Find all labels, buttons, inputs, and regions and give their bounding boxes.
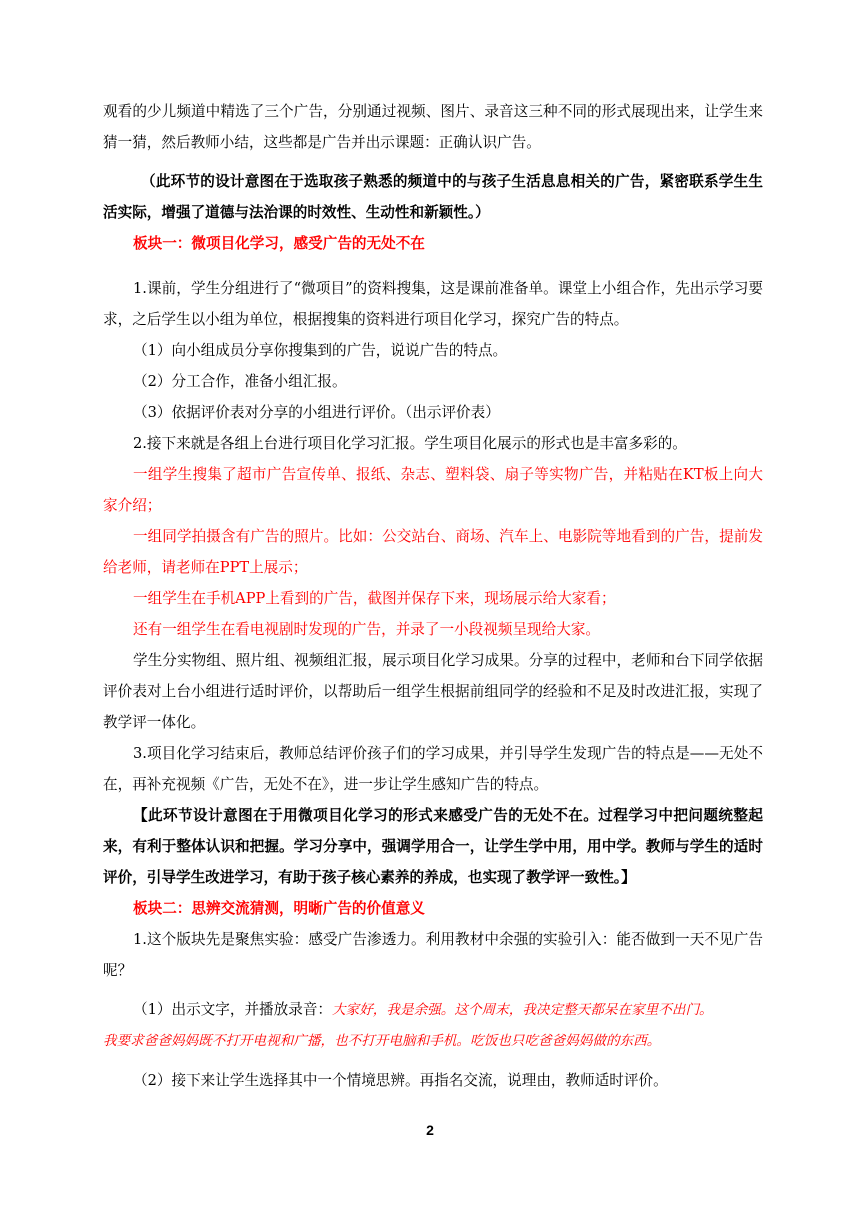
page-number: 2 <box>426 1122 434 1138</box>
section-heading-2: 板块二：思辨交流猜测，明晰广告的价值意义 <box>133 900 425 917</box>
group-report-app: 一组学生在手机APP上看到的广告，截图并保存下来，现场展示给大家看； <box>133 590 616 607</box>
paragraph-step-1: 1.课前，学生分组进行了“微项目”的资料搜集，这是课前准备单。课堂上小组合作，先出示学习要求，之后学生以小组为单位，根据搜集的资料进行项目化学习，探究广告的特点。 <box>103 280 763 328</box>
recording-quote: 大家好，我是余强。这个周末，我决定整天都呆在家里不出门。 <box>332 1002 713 1018</box>
paragraph-step-1-sub3: （3）依据评价表对分享的小组进行评价。（出示评价表） <box>133 404 500 421</box>
paragraph-step-3: 3.项目化学习结束后，教师总结评价孩子们的学习成果，并引导学生发现广告的特点是——无处不在，再补充视频《广告，无处不在》，进一步让学生感知广告的特点。 <box>103 745 763 793</box>
recording-quote-continued: 我要求爸爸妈妈既不打开电视和广播，也不打开电脑和手机。吃饭也只吃爸爸妈妈做的东西。 <box>103 1033 661 1049</box>
paragraph-intro: 观看的少儿频道中精选了三个广告，分别通过视频、图片、录音这三种不同的形式展现出来，让学生来猜一猜，然后教师小结，这些都是广告并出示课题：正确认识广告。 <box>103 103 763 151</box>
paragraph-step-2: 2.接下来就是各组上台进行项目化学习汇报。学生项目化展示的形式也是丰富多彩的。 <box>133 435 687 452</box>
paragraph-recording <box>103 994 763 1026</box>
paragraph-discussion: （2）接下来让学生选择其中一个情境思辨。再指名交流，说理由，教师适时评价。 <box>133 1072 668 1089</box>
paragraph-report-summary: 学生分实物组、照片组、视频组汇报，展示项目化学习成果。分享的过程中，老师和台下同学依据评价表对上台小组进行适时评价，以帮助后一组学生根据前组同学的经验和不足及时改进汇报，实现了教学评一体化。 <box>103 652 763 731</box>
group-report-physical: 一组学生搜集了超市广告宣传单、报纸、杂志、塑料袋、扇子等实物广告，并粘贴在KT板上向大家介绍； <box>103 466 763 514</box>
paragraph-step-1-sub1: （1）向小组成员分享你搜集到的广告，说说广告的特点。 <box>133 342 508 359</box>
paragraph-experiment: 1.这个版块先是聚焦实验：感受广告渗透力。利用教材中余强的实验引入：能否做到一天不见广告呢？ <box>103 931 763 979</box>
design-intent-note-2: 【此环节设计意图在于用微项目化学习的形式来感受广告的无处不在。过程学习中把问题统整起来，有利于整体认识和把握。学习分享中，强调学用合一，让学生学中用，用中学。教师与学生的适时评价，引导学生改进学习，有助于孩子核心素养的养成，也实现了教学评一致性。】 <box>103 807 763 886</box>
group-report-photo: 一组同学拍摄含有广告的照片。比如：公交站台、商场、汽车上、电影院等地看到的广告，提前发给老师，请老师在PPT上展示； <box>103 528 763 576</box>
paragraph-step-1-sub2: （2）分工合作，准备小组汇报。 <box>133 373 347 390</box>
document-page <box>103 96 763 1096</box>
design-intent-note-1: （此环节的设计意图在于选取孩子熟悉的频道中的与孩子生活息息相关的广告，紧密联系学生生活实际，增强了道德与法治课的时效性、生动性和新颖性。） <box>103 173 763 221</box>
section-heading-1: 板块一：微项目化学习，感受广告的无处不在 <box>133 235 425 252</box>
group-report-video: 还有一组学生在看电视剧时发现的广告，并录了一小段视频呈现给大家。 <box>133 621 601 638</box>
recording-intro: （1）出示文字，并播放录音： <box>133 1001 333 1018</box>
